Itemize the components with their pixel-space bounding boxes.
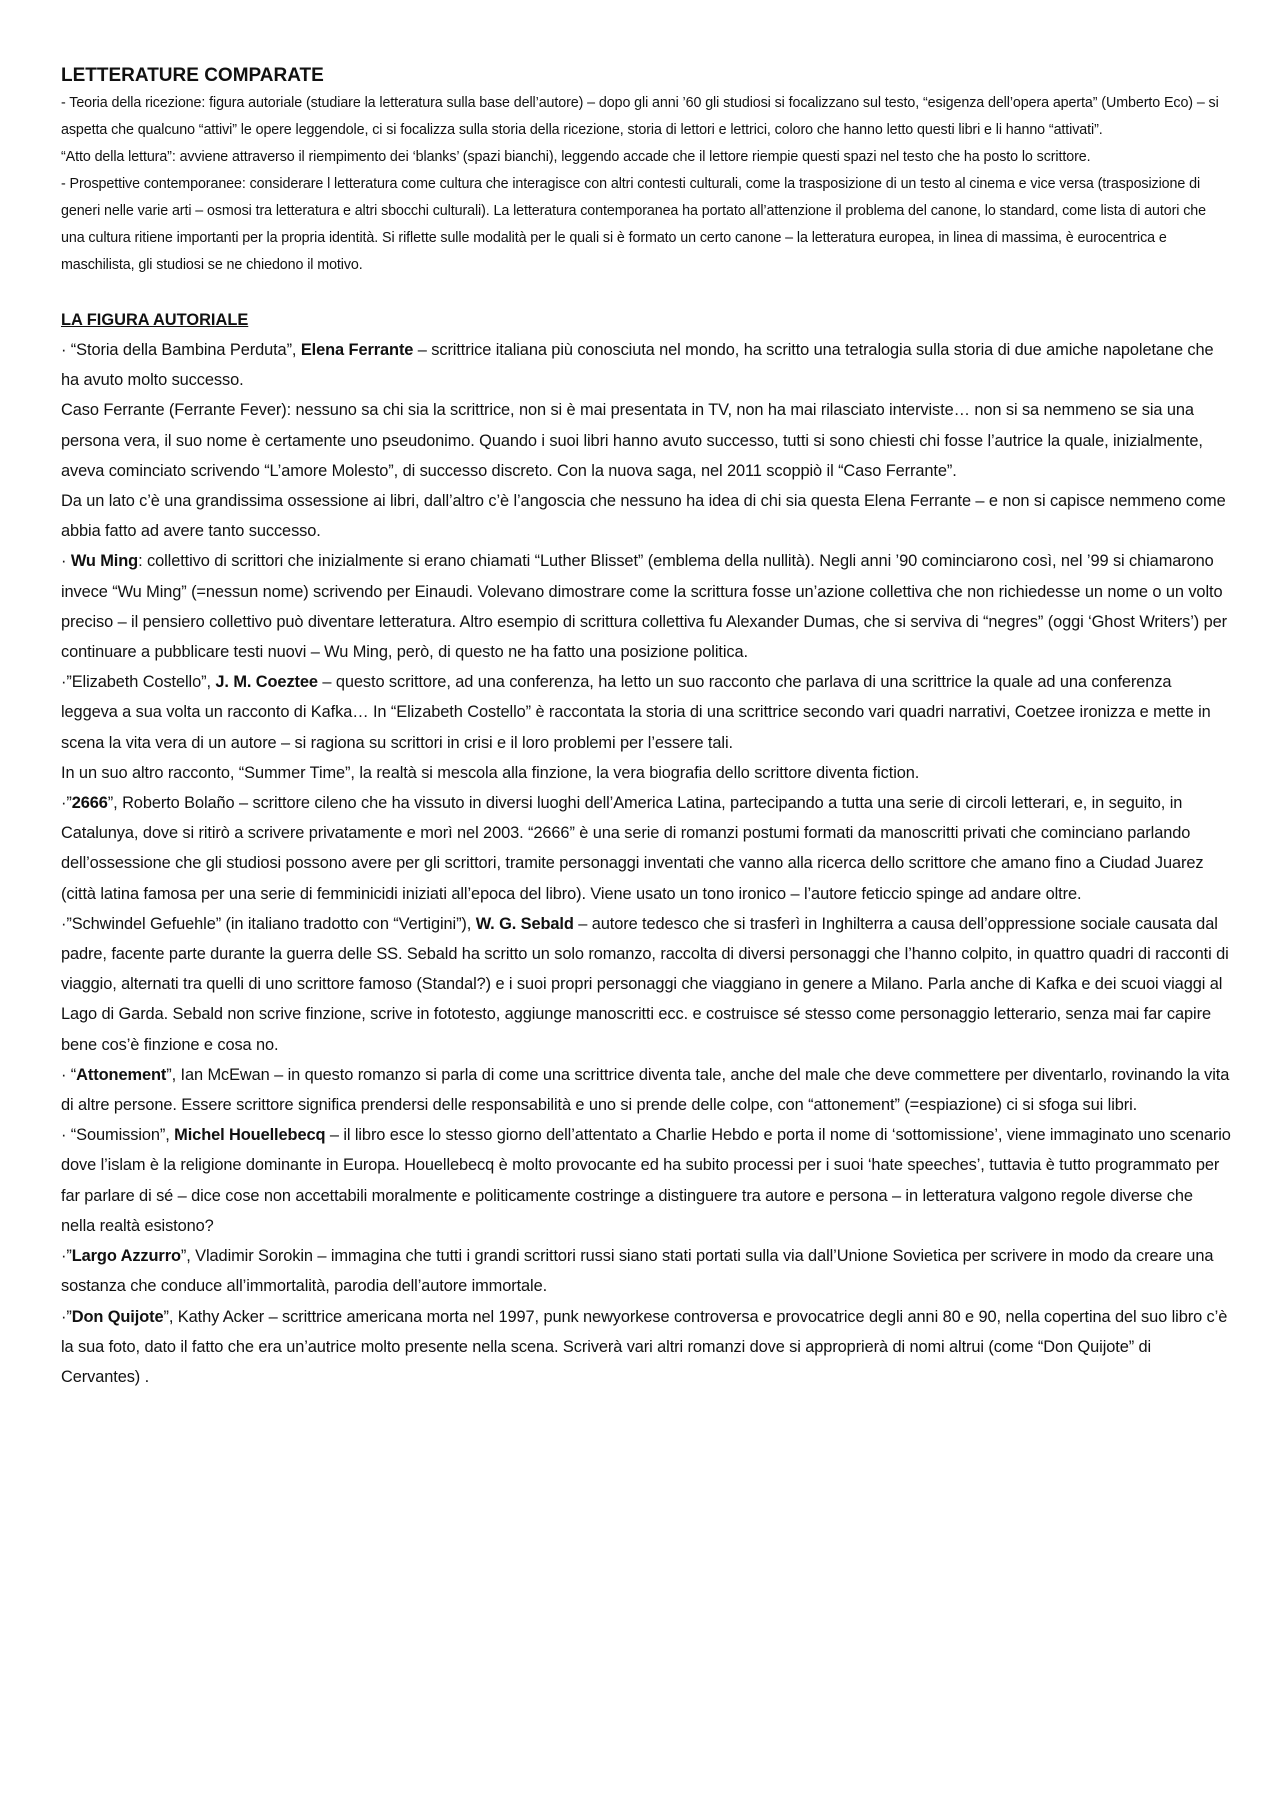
text-run: ·” xyxy=(61,794,72,813)
text-run: ·” xyxy=(61,1307,72,1326)
text-run: ”, Kathy Acker – scrittrice americana morta nel 1997, punk newyorkese controversa e provocatrice degli anni 80 e 90, nella copertina del suo libro c’è la sua foto, dato il fatto che era un’autrice molto presente nella scena. Scriverà vari altri romanzi dove si approprierà di nomi altrui (come “Don Quijote” di Cervantes) . xyxy=(61,1307,1228,1386)
text-run: ·” xyxy=(61,1247,72,1266)
text-run: – il libro esce lo stesso giorno dell’attentato a Charlie Hebdo e porta il nome di ‘sottomissione’, viene immaginato uno scenario dove l’islam è la religione dominante in Europa. Houellebecq è molto provocante ed ha subito processi per i suoi ‘hate speeches’, tuttavia è tutto programmato per far parlare di sé – dice cose non accettabili moralmente e politicamente costringe a distinguere tra autore e persona – in letteratura valgono regole diverse che nella realtà esistono? xyxy=(61,1126,1231,1235)
text-run: ”, Roberto Bolaño – scrittore cileno che ha vissuto in diversi luoghi dell’America Latina, partecipando a tutta una serie di circoli letterari, e, in seguito, in Catalunya, dove si ritirò a scrivere privatamente e morì nel 2003. “2666” è una serie di romanzi postumi formati da manoscritti privati che cominciano parlando dell’ossessione che gli studiosi possono avere per gli scrittori, tramite personaggi inventati che vanno alla ricerca dello scrittore che amano fino a Ciudad Juarez (città latina famosa per una serie di femminicidi iniziati all’epoca del libro). Viene usato un tono ironico – l’autore feticcio spinge ad andare oltre. xyxy=(61,794,1204,903)
text-run: Caso Ferrante (Ferrante Fever): nessuno sa chi sia la scrittrice, non si è mai presentata in TV, non ha mai rilasciato interviste… non si sa nemmeno se sia una persona vera, il suo nome è certamente uno pseudonimo. Quando i suoi libri hanno avuto successo, tutti si sono chiesti chi fosse l’autrice la quale, inizialmente, aveva cominciato scrivendo “L’amore Molesto”, di successo discreto. Con la nuova saga, nel 2011 scoppiò il “Caso Ferrante”. xyxy=(61,401,1203,480)
intro-paragraph xyxy=(61,171,1231,279)
bold-text: Michel Houellebecq xyxy=(174,1126,326,1145)
document-page xyxy=(61,62,1231,1392)
document-title: LETTERATURE COMPARATE xyxy=(61,65,324,86)
paragraph-summer-time xyxy=(61,758,1231,788)
intro-paragraph xyxy=(61,144,1231,171)
paragraph-ferrante xyxy=(61,335,1231,395)
text-run: · “ xyxy=(61,1065,77,1084)
text-run: ”, Ian McEwan – in questo romanzo si parla di come una scrittrice diventa tale, anche del male che deve commettere per diventarlo, rovinando la vita di altre persone. Essere scrittore significa prendersi delle responsabilità e uno si prende delle colpe, con “attonement” (=espiazione) ci si sfoga sui libri. xyxy=(61,1065,1230,1115)
text-run: Da un lato c’è una grandissima ossessione ai libri, dall’altro c’è l’angoscia che nessuno ha idea di chi sia questa Elena Ferrante – e non si capisce nemmeno come abbia fatto ad avere tanto successo. xyxy=(61,492,1226,541)
text-run: · “Soumission”, xyxy=(61,1126,175,1145)
paragraph-wu-ming xyxy=(61,546,1231,667)
text-run: · xyxy=(61,552,71,571)
paragraph-don-quijote xyxy=(61,1302,1231,1393)
bold-text: Attonement xyxy=(76,1065,167,1084)
paragraph-largo-azzurro xyxy=(61,1241,1231,1301)
bold-text: W. G. Sebald xyxy=(475,914,574,933)
text-run: In un suo altro racconto, “Summer Time”, la realtà si mescola alla finzione, la vera biografia dello scrittore diventa fiction. xyxy=(61,763,920,782)
paragraph-2666 xyxy=(61,788,1231,909)
section-title: LA FIGURA AUTORIALE xyxy=(61,311,249,329)
bold-text: Elena Ferrante xyxy=(300,341,414,359)
bold-text: J. M. Coeztee xyxy=(215,673,318,692)
text-run: – autore tedesco che si trasferì in Inghilterra a causa dell’oppressione sociale causata dal padre, facente parte durante la guerra delle SS. Sebald ha scritto un solo romanzo, raccolta di diversi personaggi che l’hanno colpito, in quattro quadri di racconti di viaggio, alternati tra quelli di uno scrittore famoso (Standal?) e i suoi propri personaggi che viaggiano in genere a Milano. Parla anche di Kafka e dei scuoi viaggi al Lago di Garda. Sebald non scrive finzione, scrive in fototesto, aggiunge manoscritti ecc. e costruisce sé stesso come personaggio letterario, senza mai far capire bene cos’è finzione e cosa no. xyxy=(61,914,1229,1054)
text-run: ”, Vladimir Sorokin – immagina che tutti i grandi scrittori russi siano stati portati sulla via dall’Unione Sovietica per scrivere in modo da creare una sostanza che conduce all’immortalità, parodia dell’autore immortale. xyxy=(61,1247,1214,1296)
paragraph-ossessione xyxy=(61,486,1231,546)
text-run: - Teoria della ricezione: figura autoriale (studiare la letteratura sulla base dell’autore) – dopo gli anni ’60 gli studiosi si focalizzano sul testo, “esigenza dell’opera aperta” (Umberto Eco) – si aspetta che qualcuno “attivi” le opere leggendole, ci si focalizza sulla storia della ricezione, storia di lettori e lettrici, coloro che hanno letto questi libri e li hanno “attivati”. xyxy=(61,95,1219,138)
paragraph-coetzee xyxy=(61,667,1231,758)
author-section xyxy=(61,335,1231,1392)
paragraph-attonement xyxy=(61,1060,1231,1120)
text-run: ·”Schwindel Gefuehle” (in italiano tradotto con “Vertigini”), xyxy=(61,914,476,933)
text-run: – scrittrice italiana più conosciuta nel mondo, ha scritto una tetralogia sulla storia di due amiche napoletane che ha avuto molto successo. xyxy=(61,341,1214,390)
bold-text: Largo Azzurro xyxy=(71,1247,181,1266)
paragraph-houellebecq xyxy=(61,1120,1231,1241)
bold-text: Don Quijote xyxy=(71,1307,164,1326)
text-run: : collettivo di scrittori che inizialmente si erano chiamati “Luther Blisset” (emblema della nullità). Negli anni ’90 cominciarono così, nel ’99 si chiamarono invece “Wu Ming” (=nessun nome) scrivendo per Einaudi. Volevano dimostrare come la scrittura fosse un’azione collettiva che non richiedesse un nome o un volto preciso – il pensiero collettivo può diventare letteratura. Altro esempio di scrittura collettiva fu Alexander Dumas, che si serviva di “negres” (oggi ‘Ghost Writers’) per continuare a pubblicare testi nuovi – Wu Ming, però, di questo ne ha fatto una posizione politica. xyxy=(61,552,1227,662)
text-run: ·”Elizabeth Costello”, xyxy=(61,673,216,692)
bold-text: 2666 xyxy=(71,794,108,813)
intro-paragraph xyxy=(61,90,1231,144)
text-run: - Prospettive contemporanee: considerare l letteratura come cultura che interagisce con altri contesti culturali, come la trasposizione di un testo al cinema e vice versa (trasposizione di generi nelle varie arti – osmosi tra letteratura e altri sbocchi culturali). La letteratura contemporanea ha portato all’attenzione il problema del canone, lo standard, come lista di autori che una cultura ritiene importanti per la propria identità. Si riflette sulle modalità per le quali si è formato un certo canone – la letteratura europea, in linea di massima, è eurocentrica e maschilista, gli studiosi se ne chiedono il motivo. xyxy=(61,176,1206,273)
bold-text: Wu Ming xyxy=(70,552,139,571)
paragraph-sebald xyxy=(61,909,1231,1060)
text-run: – questo scrittore, ad una conferenza, ha letto un suo racconto che parlava di una scrittrice la quale ad una conferenza leggeva a sua volta un racconto di Kafka… In “Elizabeth Costello” è raccontata la storia di una scrittrice secondo vari quadri narrativi, Coetzee ironizza e mette in scena la vita vera di un autore – si ragiona su scrittori in crisi e il loro problemi per l’essere tali. xyxy=(61,673,1211,752)
text-run: “Atto della lettura”: avviene attraverso il riempimento dei ‘blanks’ (spazi bianchi), leggendo accade che il lettore riempie questi spazi nel testo che ha posto lo scrittore. xyxy=(61,149,1091,165)
intro-section xyxy=(61,90,1231,279)
text-run: · “Storia della Bambina Perduta”, xyxy=(61,341,301,359)
paragraph-caso-ferrante xyxy=(61,395,1231,486)
spacer xyxy=(61,279,1231,305)
